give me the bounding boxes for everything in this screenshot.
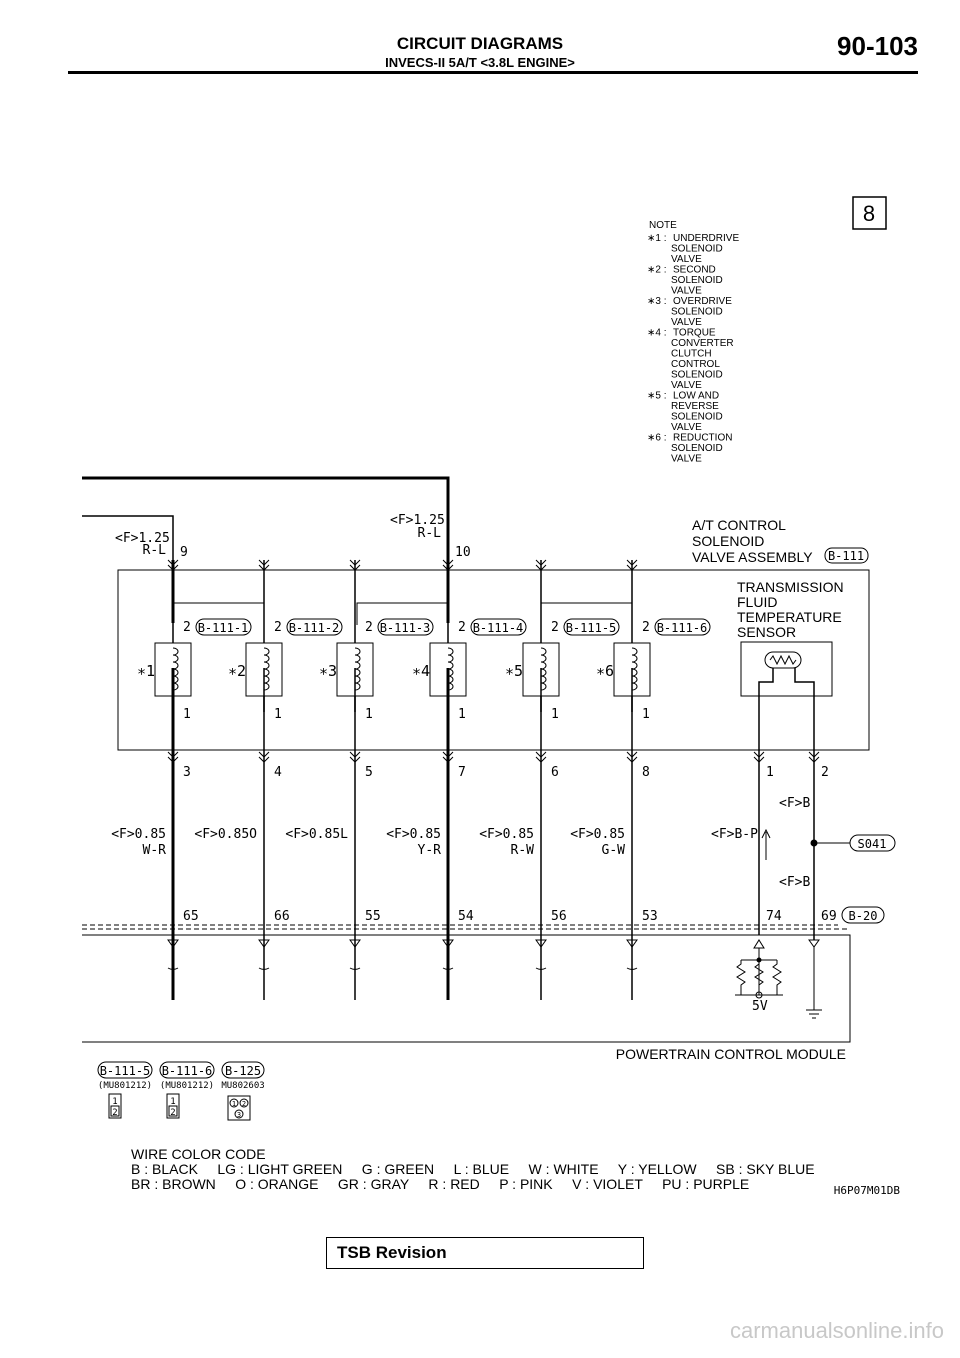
note-text-4-2: CONVERTER	[671, 338, 734, 349]
note-marker-1: ∗1 :	[647, 233, 667, 244]
note-marker-3: ∗3 :	[647, 296, 667, 307]
pcm-pin-69: 69	[821, 909, 837, 924]
watermark: carmanualsonline.info	[729, 1318, 944, 1343]
pcm-pin: 56	[551, 909, 567, 924]
wire-spec: <F>0.85	[111, 827, 166, 842]
note-marker-5: ∗5 :	[647, 390, 667, 402]
coil-pin-top: 2	[642, 620, 650, 635]
sensor-line-4: SENSOR	[737, 624, 797, 640]
note-text-5-1: LOW AND	[673, 390, 720, 402]
coil-pin-bottom: 1	[458, 707, 466, 722]
svg-text:2: 2	[241, 1100, 247, 1108]
legend-name-b125: B-125	[224, 1064, 262, 1078]
coil-connector-label: B-111-6	[656, 621, 708, 635]
sensor-line-2: FLUID	[737, 594, 778, 610]
pcm-input-stub	[168, 947, 178, 970]
note-text-2-3: VALVE	[671, 285, 702, 297]
note-marker-4: ∗4 :	[647, 327, 667, 339]
svg-text:3: 3	[236, 1111, 242, 1119]
svg-text:2: 2	[112, 1108, 118, 1118]
legend-part-b125: MU802603	[221, 1081, 265, 1091]
pcm-pin: 54	[458, 909, 474, 924]
sheet-number: 8	[862, 201, 876, 226]
tsb-revision-box	[326, 1237, 644, 1269]
legend-part-b1115: (MU801212)	[97, 1081, 153, 1091]
legend-name-b1115: B-111-5	[99, 1064, 151, 1078]
wire-color-left: R-L	[142, 543, 166, 558]
coil-connector-label: B-111-5	[565, 621, 617, 635]
pcm-label: POWERTRAIN CONTROL MODULE	[615, 1046, 846, 1062]
coil-pin-top: 2	[365, 620, 373, 635]
svg-text:1: 1	[170, 1097, 176, 1107]
assembly-pin: 6	[551, 765, 559, 780]
note-marker-6: ∗6 :	[647, 432, 667, 444]
sensor-line-1: TRANSMISSION	[737, 579, 844, 595]
solenoid-column-1	[111, 560, 251, 1000]
coil-pin-bottom: 1	[365, 707, 373, 722]
coil-pin-top: 2	[551, 620, 559, 635]
assembly-title-line-1: A/T CONTROL	[692, 517, 786, 533]
pin-9: 9	[180, 545, 188, 560]
note-text-6-1: REDUCTION	[673, 432, 733, 444]
note-text-1-3: VALVE	[671, 254, 702, 265]
sensor-title	[737, 579, 844, 640]
pcm-pin: 53	[642, 909, 658, 924]
wire-color: Y-R	[417, 843, 441, 858]
assembly-title	[692, 517, 813, 565]
pin-10: 10	[455, 545, 471, 560]
note-text-4-1: TORQUE	[673, 327, 716, 339]
note-text-3-2: SOLENOID	[671, 306, 723, 318]
coil-star-label: ∗2	[228, 662, 247, 680]
assembly-title-line-3: VALVE ASSEMBLY	[692, 549, 813, 565]
pcm-connector: B-20	[848, 909, 878, 923]
coil-pin-top: 2	[458, 620, 466, 635]
wire-color-code-line-1: B : BLACK LG : LIGHT GREEN G : GREEN L : BLUE W : WHITE Y : YELLOW SB : SKY BLUE	[131, 1161, 815, 1177]
wire-color: G-W	[601, 843, 625, 858]
page-subtitle: INVECS-II 5A/T <3.8L ENGINE>	[385, 55, 575, 70]
wire-color-code-line-2: BR : BROWN O : ORANGE GR : GRAY R : RED P : PINK V : VIOLET PU : PURPLE	[131, 1176, 750, 1192]
coil-star-label: ∗3	[319, 662, 338, 680]
temperature-sensor-box	[741, 642, 832, 696]
pcm-pin: 65	[183, 909, 199, 924]
wire-color-code	[131, 1146, 815, 1192]
legend-part-b1116: (MU801212)	[159, 1081, 215, 1091]
pcm-input-stub	[443, 947, 453, 970]
note-text-6-3: VALVE	[671, 453, 702, 465]
sensor-line-3: TEMPERATURE	[737, 609, 842, 625]
note-title: NOTE	[649, 220, 677, 231]
svg-text:2: 2	[170, 1108, 176, 1118]
note-text-2-2: SOLENOID	[671, 275, 723, 286]
assembly-pin: 7	[458, 765, 466, 780]
pcm-sensor-circuit	[735, 940, 822, 1018]
pcm-pin: 55	[365, 909, 381, 924]
wire-spec: <F>0.85O	[194, 827, 257, 842]
coil-pin-bottom: 1	[551, 707, 559, 722]
sensor-pin-1: 1	[766, 765, 774, 780]
assembly-pin: 5	[365, 765, 373, 780]
sensor-pin-2: 2	[821, 765, 829, 780]
splice-label: S041	[857, 837, 887, 851]
assembly-title-line-2: SOLENOID	[692, 533, 765, 549]
pcm-input-stub	[259, 947, 269, 970]
legend-name-b1116: B-111-6	[161, 1064, 213, 1078]
connector-legend	[98, 1062, 265, 1120]
note-text-5-2: REVERSE	[671, 401, 719, 412]
coil-pin-top: 2	[183, 620, 191, 635]
note-text-2-1: SECOND	[673, 264, 716, 276]
pcm-pin-74: 74	[766, 909, 782, 924]
note-text-4-4: CONTROL	[671, 359, 720, 370]
note-text-3-3: VALVE	[671, 317, 702, 328]
note-block	[647, 220, 739, 465]
thermistor-zigzag	[770, 656, 796, 664]
wire-spec-b-bottom: <F>B	[779, 875, 811, 890]
coil-connector-label: B-111-4	[472, 621, 524, 635]
sensor-wire-markers	[754, 752, 819, 762]
wire-spec-bp: <F>B-P	[711, 827, 758, 842]
pcm-box	[82, 935, 850, 1042]
pcm-input-stub	[536, 947, 546, 970]
note-text-5-4: VALVE	[671, 422, 702, 433]
pcm-pin: 66	[274, 909, 290, 924]
note-text-3-1: OVERDRIVE	[673, 296, 732, 307]
assembly-pin: 4	[274, 765, 282, 780]
note-text-5-3: SOLENOID	[671, 411, 723, 423]
wire-spec: <F>0.85L	[285, 827, 348, 842]
coil-connector-label: B-111-2	[288, 621, 340, 635]
wire-spec: <F>0.85	[570, 827, 625, 842]
figure-code: H6P07M01DB	[833, 1184, 900, 1197]
wire-spec: <F>0.85	[386, 827, 441, 842]
note-text-4-5: SOLENOID	[671, 369, 723, 381]
wire-color: W-R	[142, 843, 166, 858]
coil-connector-label: B-111-3	[379, 621, 431, 635]
coil-pin-bottom: 1	[274, 707, 282, 722]
assembly-pin: 3	[183, 765, 191, 780]
note-text-4-6: VALVE	[671, 380, 702, 391]
page-title: CIRCUIT DIAGRAMS	[396, 34, 564, 53]
coil-pin-bottom: 1	[642, 707, 650, 722]
wire-color-right: R-L	[417, 526, 441, 541]
splice-dot	[811, 840, 818, 847]
note-text-1-1: UNDERDRIVE	[673, 233, 740, 244]
svg-text:1: 1	[112, 1097, 118, 1107]
pcm-voltage: 5V	[752, 999, 768, 1014]
coil-star-label: ∗6	[596, 662, 615, 680]
coil-pin-bottom: 1	[183, 707, 191, 722]
coil-pin-top: 2	[274, 620, 282, 635]
pcm-input-stub	[627, 947, 637, 970]
tsb-revision-label: TSB Revision	[337, 1243, 447, 1262]
wire-spec: <F>0.85	[479, 827, 534, 842]
coil-star-label: ∗4	[412, 662, 431, 680]
coil-star-label: ∗5	[505, 662, 524, 680]
wire-spec-left: <F>1.25	[115, 531, 170, 546]
wire-spec-b-top: <F>B	[779, 796, 811, 811]
assembly-pin: 8	[642, 765, 650, 780]
svg-text:1: 1	[231, 1100, 237, 1108]
note-text-4-3: CLUTCH	[671, 348, 712, 360]
coil-star-label: ∗1	[137, 662, 156, 680]
wire-color-code-title: WIRE COLOR CODE	[131, 1146, 266, 1162]
pcm-input-stub	[350, 947, 360, 970]
wire-spec-right: <F>1.25	[390, 513, 445, 528]
coil-connector-label: B-111-1	[197, 621, 249, 635]
note-text-1-2: SOLENOID	[671, 243, 723, 255]
wire-color: R-W	[510, 843, 534, 858]
assembly-connector: B-111	[827, 549, 865, 563]
page-number: 90-103	[837, 31, 918, 61]
note-marker-2: ∗2 :	[647, 264, 667, 276]
note-text-6-2: SOLENOID	[671, 443, 723, 454]
